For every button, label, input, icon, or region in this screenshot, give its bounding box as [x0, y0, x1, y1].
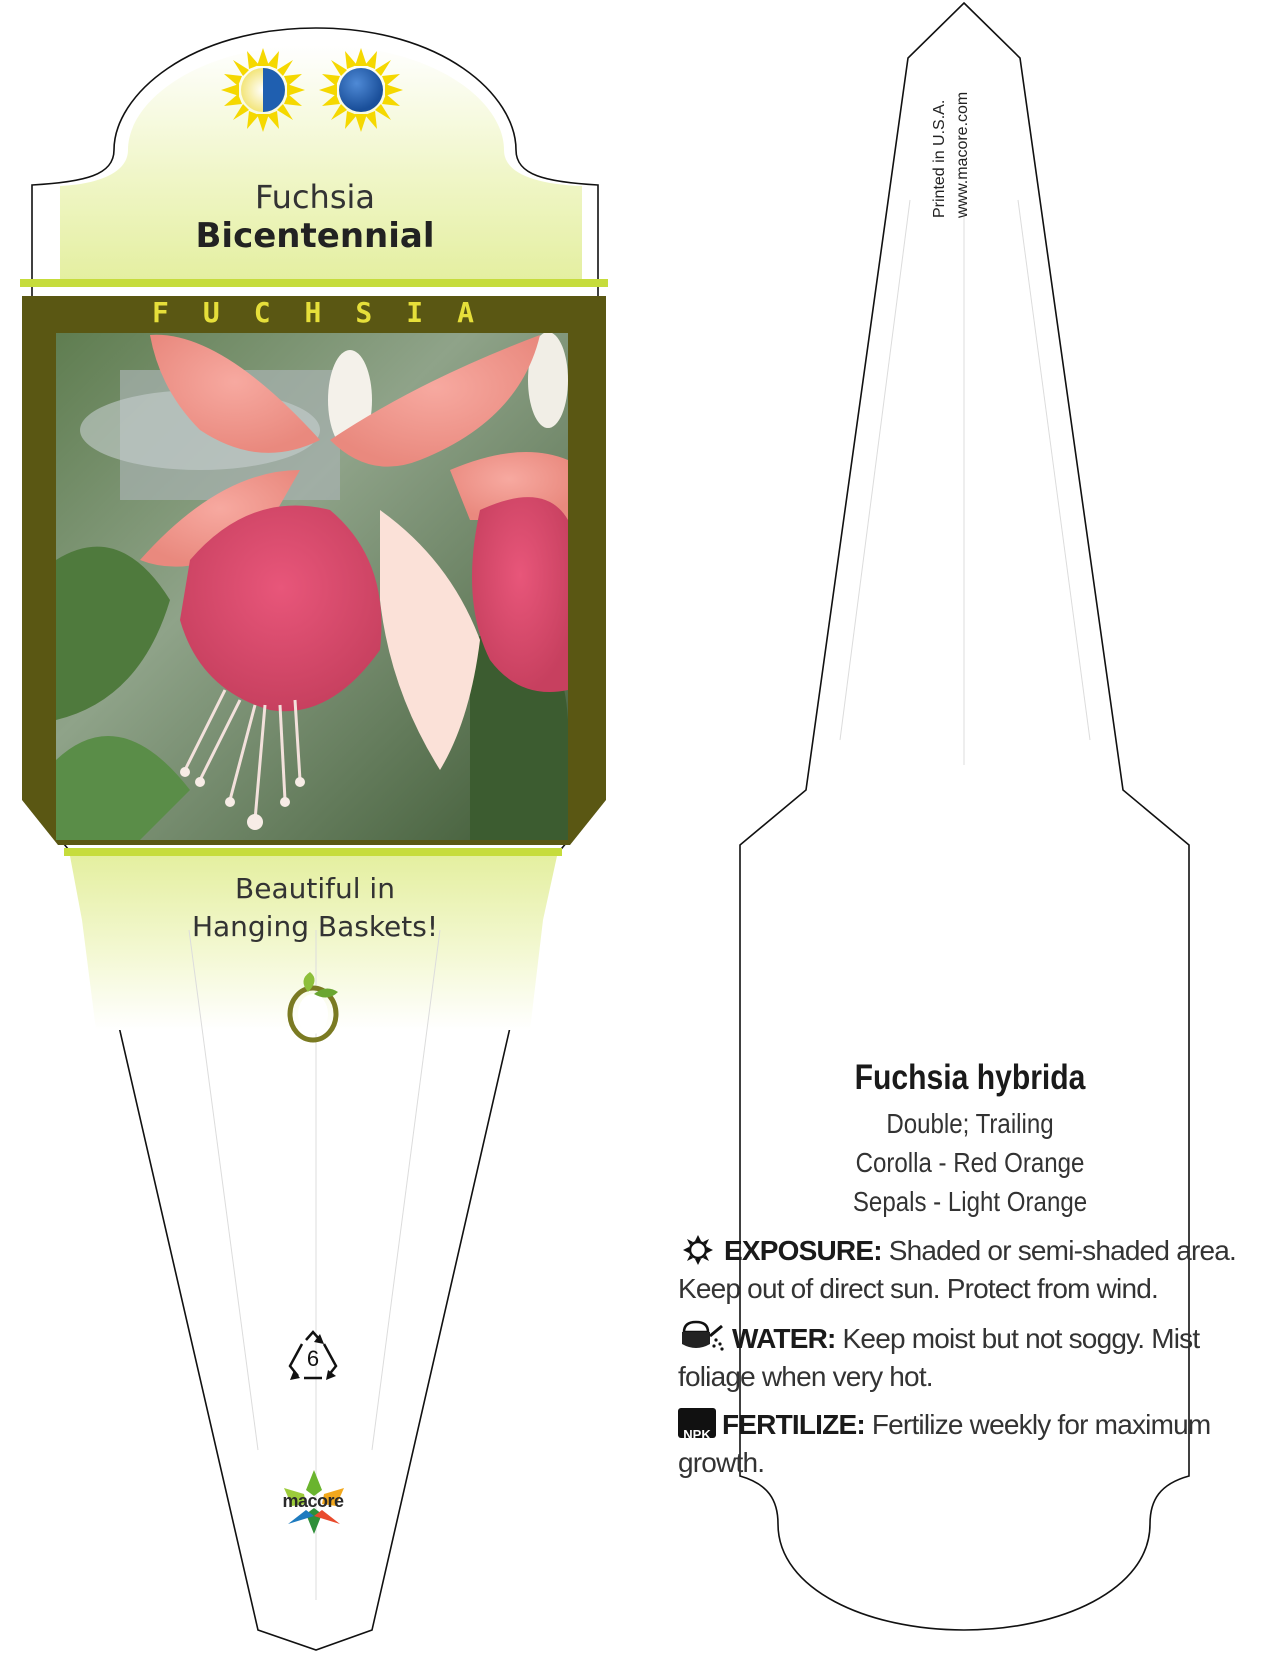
brand-name: macore	[282, 1491, 344, 1511]
water-text: Keep moist but not soggy. Mist foliage when very hot.	[678, 1323, 1200, 1392]
corolla-color: Corolla - Red Orange	[855, 1147, 1085, 1178]
printed-in: Printed in U.S.A.	[931, 99, 948, 218]
sepals-color: Sepals - Light Orange	[852, 1186, 1088, 1217]
watering-can-icon	[678, 1318, 726, 1354]
care-fertilize	[678, 1406, 1268, 1482]
sun-outline-icon	[678, 1234, 718, 1266]
npk-icon	[678, 1408, 716, 1442]
fuchsia-flower-photo	[56, 332, 568, 840]
shade-icon	[319, 48, 403, 132]
fertilize-label: FERTILIZE:	[722, 1409, 865, 1440]
care-exposure	[678, 1232, 1268, 1308]
water-label: WATER:	[732, 1323, 836, 1354]
tagline	[120, 870, 510, 946]
tagline-line-1: Beautiful in	[235, 872, 395, 905]
category-banner: FUCHSIA	[151, 296, 508, 329]
tagline-line-2: Hanging Baskets!	[191, 910, 439, 943]
habit: Double; Trailing	[886, 1108, 1054, 1139]
recycle-code: 6	[306, 1346, 320, 1371]
cultivar-name: Bicentennial	[195, 216, 435, 256]
care-water	[678, 1318, 1268, 1396]
botanical-name: Fuchsia hybrida	[854, 1058, 1086, 1097]
tagline-band-line	[64, 848, 562, 856]
printed-notice	[928, 18, 988, 218]
website: www.macore.com	[954, 91, 971, 218]
common-name: Fuchsia	[255, 178, 375, 216]
seed-sprout-icon	[284, 970, 346, 1044]
fertilize-text: Fertilize weekly for maximum growth.	[678, 1409, 1211, 1478]
part-sun-icon	[221, 48, 305, 132]
exposure-label: EXPOSURE:	[724, 1235, 882, 1266]
exposure-icons	[218, 45, 408, 135]
exposure-text: Shaded or semi-shaded area. Keep out of direct sun. Protect from wind.	[678, 1235, 1237, 1304]
title-band-line	[20, 279, 608, 287]
npk-label: NPK	[683, 1427, 711, 1442]
